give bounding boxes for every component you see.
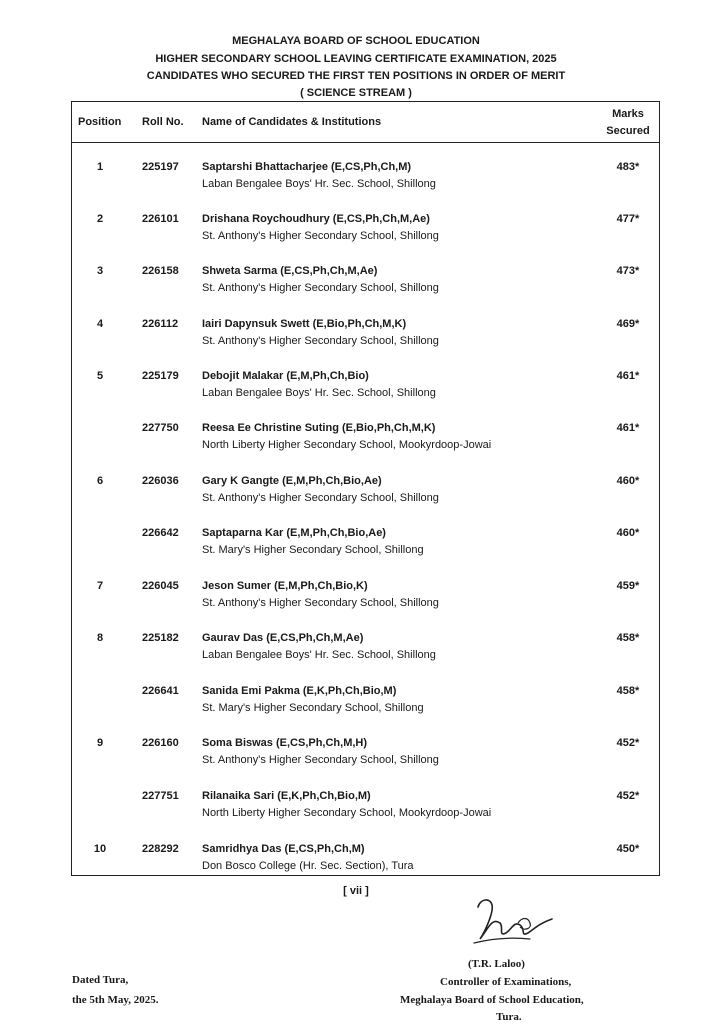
table-row bbox=[72, 685, 658, 725]
table-row bbox=[72, 161, 658, 201]
row-institution: St. Anthony's Higher Secondary School, Shillong bbox=[202, 754, 439, 766]
table-row bbox=[72, 370, 658, 410]
row-candidate: Soma Biswas (E,CS,Ph,Ch,M,H) bbox=[202, 737, 368, 749]
merit-table bbox=[71, 101, 660, 876]
row-marks: 458* bbox=[616, 685, 640, 697]
row-candidate: Gaurav Das (E,CS,Ph,Ch,M,Ae) bbox=[202, 632, 364, 644]
row-marks: 473* bbox=[616, 265, 640, 277]
row-position: 9 bbox=[96, 737, 104, 749]
date-line-2: the 5th May, 2025. bbox=[72, 994, 159, 1006]
row-roll: 225182 bbox=[142, 632, 179, 644]
table-row bbox=[72, 737, 658, 777]
date-line-1: Dated Tura, bbox=[72, 974, 129, 986]
signature-image bbox=[470, 893, 560, 953]
table-row bbox=[72, 527, 658, 567]
column-header-roll: Roll No. bbox=[142, 116, 184, 128]
row-roll: 226641 bbox=[142, 685, 179, 697]
row-roll: 226158 bbox=[142, 265, 179, 277]
row-candidate: Rilanaika Sari (E,K,Ph,Ch,Bio,M) bbox=[202, 790, 371, 802]
row-institution: Laban Bengalee Boys' Hr. Sec. School, Shillong bbox=[202, 649, 436, 661]
row-position: 3 bbox=[96, 265, 104, 277]
column-header-name: Name of Candidates & Institutions bbox=[202, 116, 382, 128]
signatory-title: Controller of Examinations, bbox=[440, 976, 572, 988]
row-position: 7 bbox=[96, 580, 104, 592]
row-marks: 461* bbox=[616, 422, 640, 434]
table-row bbox=[72, 422, 658, 462]
row-candidate: Debojit Malakar (E,M,Ph,Ch,Bio) bbox=[202, 370, 369, 382]
signatory-organization: Meghalaya Board of School Education, bbox=[400, 994, 584, 1006]
signatory-place: Tura. bbox=[496, 1011, 522, 1023]
row-roll: 226112 bbox=[142, 318, 179, 330]
table-row bbox=[72, 632, 658, 672]
table-row bbox=[72, 790, 658, 830]
row-marks: 458* bbox=[616, 632, 640, 644]
table-row bbox=[72, 265, 658, 305]
table-row bbox=[72, 580, 658, 620]
row-position: 4 bbox=[96, 318, 104, 330]
row-institution: St. Anthony's Higher Secondary School, Shillong bbox=[202, 230, 439, 242]
row-marks: 450* bbox=[616, 843, 640, 855]
marks-header-line1: Marks bbox=[612, 108, 644, 120]
row-roll: 227750 bbox=[142, 422, 179, 434]
column-header-marks bbox=[602, 106, 654, 140]
row-position: 8 bbox=[96, 632, 104, 644]
row-marks: 469* bbox=[616, 318, 640, 330]
row-institution: Laban Bengalee Boys' Hr. Sec. School, Shillong bbox=[202, 178, 436, 190]
row-candidate: Gary K Gangte (E,M,Ph,Ch,Bio,Ae) bbox=[202, 475, 382, 487]
row-marks: 452* bbox=[616, 737, 640, 749]
row-institution: St. Mary's Higher Secondary School, Shillong bbox=[202, 702, 424, 714]
row-marks: 460* bbox=[616, 475, 640, 487]
row-position: 5 bbox=[96, 370, 104, 382]
row-roll: 227751 bbox=[142, 790, 179, 802]
table-row bbox=[72, 318, 658, 358]
row-candidate: Iairi Dapynsuk Swett (E,Bio,Ph,Ch,M,K) bbox=[202, 318, 407, 330]
column-header-position: Position bbox=[78, 116, 122, 128]
row-roll: 226036 bbox=[142, 475, 179, 487]
marks-header-line2: Secured bbox=[606, 125, 650, 137]
row-marks: 459* bbox=[616, 580, 640, 592]
row-candidate: Shweta Sarma (E,CS,Ph,Ch,M,Ae) bbox=[202, 265, 378, 277]
row-roll: 225197 bbox=[142, 161, 179, 173]
table-row bbox=[72, 843, 658, 883]
row-institution: St. Anthony's Higher Secondary School, Shillong bbox=[202, 282, 439, 294]
row-institution: St. Mary's Higher Secondary School, Shillong bbox=[202, 544, 424, 556]
row-position: 2 bbox=[96, 213, 104, 225]
row-roll: 226101 bbox=[142, 213, 179, 225]
row-marks: 483* bbox=[616, 161, 640, 173]
row-position: 6 bbox=[96, 475, 104, 487]
page-number: [ vii ] bbox=[343, 885, 369, 897]
table-row bbox=[72, 475, 658, 515]
row-institution: North Liberty Higher Secondary School, Mookyrdoop-Jowai bbox=[202, 807, 492, 819]
row-position: 1 bbox=[96, 161, 104, 173]
row-marks: 461* bbox=[616, 370, 640, 382]
stream-title: ( SCIENCE STREAM ) bbox=[300, 87, 412, 99]
row-candidate: Sanida Emi Pakma (E,K,Ph,Ch,Bio,M) bbox=[202, 685, 397, 697]
row-candidate: Saptaparna Kar (E,M,Ph,Ch,Bio,Ae) bbox=[202, 527, 386, 539]
row-marks: 460* bbox=[616, 527, 640, 539]
row-institution: St. Anthony's Higher Secondary School, Shillong bbox=[202, 335, 439, 347]
row-candidate: Reesa Ee Christine Suting (E,Bio,Ph,Ch,M,K) bbox=[202, 422, 436, 434]
row-roll: 228292 bbox=[142, 843, 179, 855]
row-institution: Laban Bengalee Boys' Hr. Sec. School, Shillong bbox=[202, 387, 436, 399]
table-row bbox=[72, 213, 658, 253]
signatory-name: (T.R. Laloo) bbox=[468, 958, 525, 970]
row-institution: St. Anthony's Higher Secondary School, Shillong bbox=[202, 597, 439, 609]
row-candidate: Jeson Sumer (E,M,Ph,Ch,Bio,K) bbox=[202, 580, 368, 592]
row-marks: 477* bbox=[616, 213, 640, 225]
exam-title: HIGHER SECONDARY SCHOOL LEAVING CERTIFICATE EXAMINATION, 2025 bbox=[155, 53, 557, 65]
row-position: 10 bbox=[93, 843, 107, 855]
row-roll: 226642 bbox=[142, 527, 179, 539]
row-candidate: Saptarshi Bhattacharjee (E,CS,Ph,Ch,M) bbox=[202, 161, 412, 173]
row-roll: 225179 bbox=[142, 370, 179, 382]
row-institution: North Liberty Higher Secondary School, Mookyrdoop-Jowai bbox=[202, 439, 492, 451]
row-marks: 452* bbox=[616, 790, 640, 802]
merit-title: CANDIDATES WHO SECURED THE FIRST TEN POSITIONS IN ORDER OF MERIT bbox=[146, 70, 566, 82]
header-divider bbox=[72, 142, 659, 143]
row-institution: Don Bosco College (Hr. Sec. Section), Tura bbox=[202, 860, 414, 872]
board-title: MEGHALAYA BOARD OF SCHOOL EDUCATION bbox=[232, 35, 480, 47]
row-institution: St. Anthony's Higher Secondary School, Shillong bbox=[202, 492, 439, 504]
row-roll: 226045 bbox=[142, 580, 179, 592]
row-candidate: Drishana Roychoudhury (E,CS,Ph,Ch,M,Ae) bbox=[202, 213, 430, 225]
row-roll: 226160 bbox=[142, 737, 179, 749]
row-candidate: Samridhya Das (E,CS,Ph,Ch,M) bbox=[202, 843, 365, 855]
